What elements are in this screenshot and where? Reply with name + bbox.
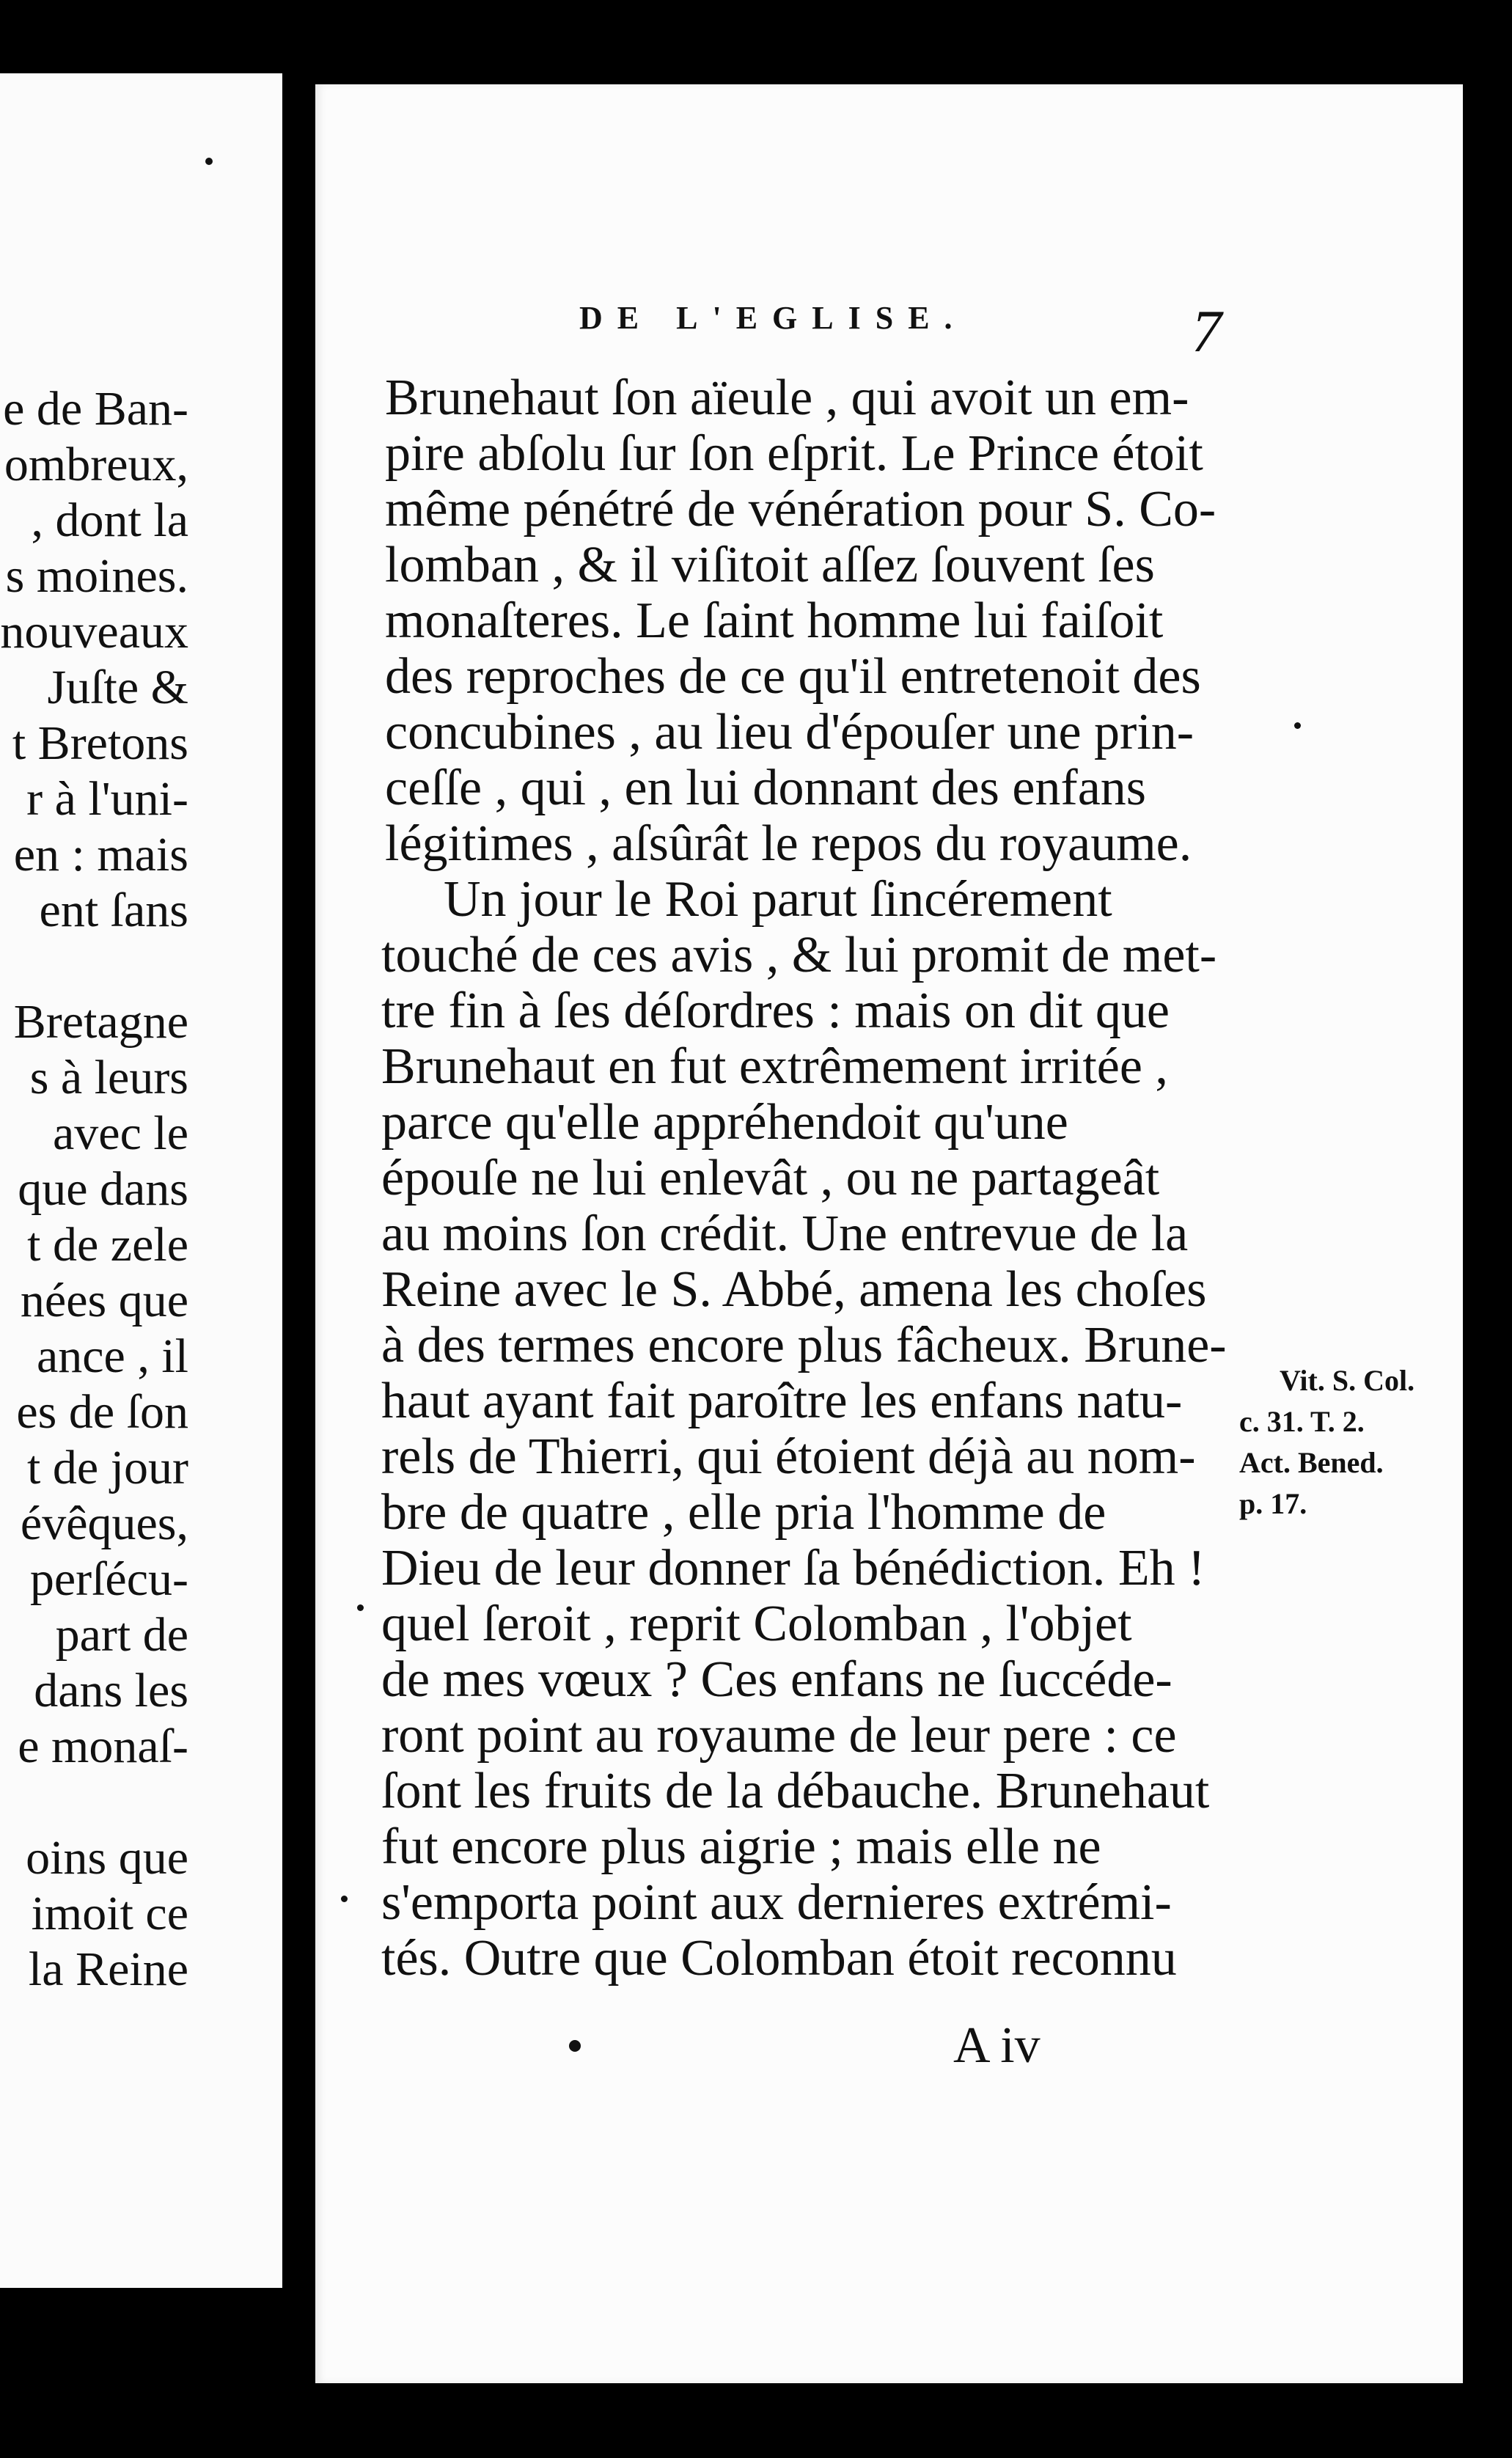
left-page-line: t de jour (27, 1441, 188, 1494)
marginal-note-line: p. 17. (1239, 1487, 1307, 1520)
left-page-line: avec le (52, 1107, 188, 1160)
body-line: touché de ces avis , & lui promit de met- (381, 927, 1217, 983)
left-page-line: dans les (34, 1664, 188, 1717)
body-line: tre fin à ſes déſordres : mais on dit que (381, 983, 1170, 1039)
ink-speck (341, 1896, 348, 1902)
body-line: monaſteres. Le ſaint homme lui faiſoit (385, 593, 1164, 649)
body-line: rels de Thierri, qui étoient déjà au nom- (381, 1428, 1196, 1485)
ink-speck (357, 1604, 364, 1611)
body-line: fut encore plus aigrie ; mais elle ne (381, 1819, 1101, 1875)
body-line: parce qu'elle appréhendoit qu'une (381, 1094, 1068, 1151)
left-page-line: s moines. (5, 549, 188, 603)
left-page-line: ent ſans (39, 884, 188, 937)
book-gutter (282, 44, 315, 2413)
body-line: même pénétré de vénération pour S. Co- (385, 481, 1216, 538)
body-line: ſont les fruits de la débauche. Brunehaut (381, 1763, 1210, 1819)
ink-speck (205, 158, 213, 165)
left-page-line: ombreux, (4, 438, 188, 491)
left-page-line: perſécu- (29, 1552, 188, 1606)
body-line: bre de quatre , elle pria l'homme de (381, 1484, 1107, 1541)
body-line: Brunehaut en fut extrêmement irritée , (381, 1038, 1168, 1095)
left-page-line: es de ſon (16, 1385, 188, 1439)
body-line: quel ſeroit , reprit Colomban , l'objet (381, 1596, 1132, 1652)
marginal-note-line: c. 31. T. 2. (1239, 1405, 1365, 1438)
ink-speck (569, 2040, 581, 2052)
left-page-line: e de Ban- (3, 382, 188, 436)
body-line: lomban , & il viſitoit aſſez ſouvent ſes (385, 537, 1155, 593)
body-line: tés. Outre que Colomban étoit reconnu (381, 1930, 1177, 1986)
left-page-line: ance , il (36, 1329, 188, 1383)
left-page-line: , dont la (31, 494, 188, 547)
left-page-line: r à l'uni- (26, 772, 188, 826)
body-line: ceſſe , qui , en lui donnant des enfans (385, 760, 1147, 816)
left-page-line: Bretagne (13, 995, 188, 1049)
body-line: haut ayant fait paroître les enfans natu- (381, 1373, 1183, 1429)
left-page-line: t Bretons (12, 716, 188, 770)
body-line: Reine avec le S. Abbé, amena les choſes (381, 1261, 1207, 1318)
left-page-line: nouveaux (0, 605, 188, 658)
left-page-line: imoit ce (31, 1887, 188, 1940)
body-line: concubines , au lieu d'épouſer une prin- (385, 704, 1194, 760)
left-page-line: que dans (18, 1162, 188, 1216)
running-head: DE L'EGLISE. (579, 300, 967, 336)
left-page-line: part de (55, 1608, 188, 1662)
left-page-line: t de zele (27, 1218, 188, 1272)
left-page-line: la Reine (28, 1942, 188, 1996)
body-line: s'emporta point aux dernieres extrémi- (381, 1874, 1172, 1931)
left-page-line: nées que (20, 1274, 188, 1327)
left-page-line: oins que (26, 1831, 188, 1885)
body-line: ront point au royaume de leur pere : ce (381, 1707, 1177, 1764)
marginal-note-line: Act. Bened. (1239, 1446, 1384, 1479)
body-line: légitimes , aſsûrât le repos du royaume. (385, 815, 1192, 872)
left-page-line: évêques, (20, 1497, 188, 1550)
ink-speck (1294, 722, 1301, 729)
body-line: au moins ſon crédit. Une entrevue de la (381, 1206, 1189, 1262)
body-line: épouſe ne lui enlevât , ou ne partageât (381, 1150, 1160, 1206)
body-line: à des termes encore plus fâcheux. Brune- (381, 1317, 1227, 1373)
signature-mark: A iv (953, 2017, 1041, 2074)
left-page-line: Juſte & (47, 661, 188, 714)
body-line: de mes vœux ? Ces enfans ne ſuccéde- (381, 1651, 1172, 1708)
left-page-line: e monaſ- (18, 1720, 188, 1773)
left-page-line: en : mais (13, 828, 188, 881)
marginal-note-line: Vit. S. Col. (1280, 1364, 1415, 1397)
left-page-line: s à leurs (29, 1051, 188, 1104)
page-number: 7 (1192, 298, 1222, 364)
body-line: Un jour le Roi parut ſincérement (444, 871, 1112, 928)
body-line: Brunehaut ſon aïeule , qui avoit un em- (385, 370, 1189, 426)
body-line: des reproches de ce qu'il entretenoit des (385, 648, 1201, 705)
body-line: pire abſolu ſur ſon eſprit. Le Prince étoit (385, 425, 1203, 482)
body-line: Dieu de leur donner ſa bénédiction. Eh ! (381, 1540, 1205, 1596)
